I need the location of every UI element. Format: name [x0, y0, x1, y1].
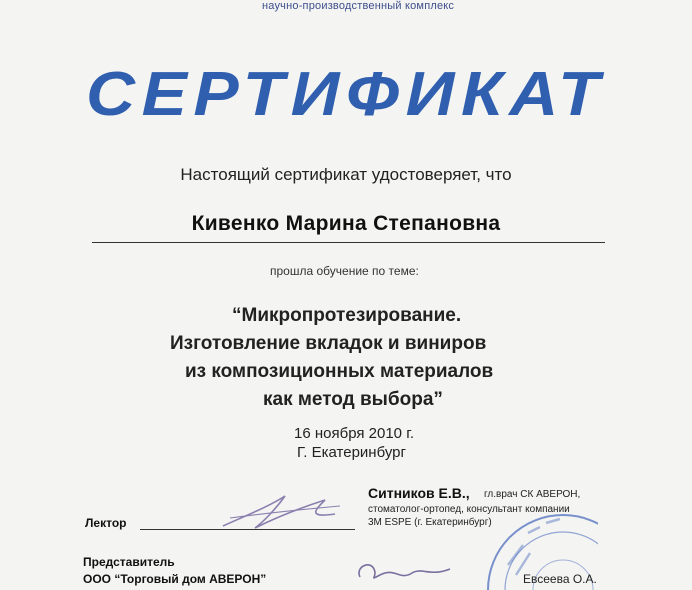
lecturer-signature: [215, 488, 345, 533]
recipient-name: Кивенко Марина Степановна: [191, 212, 501, 235]
representative-name: Евсеева О.А.: [523, 572, 597, 586]
representative-label: Представитель: [83, 555, 175, 569]
training-label: прошла обучение по теме:: [270, 264, 419, 278]
event-date: 16 ноября 2010 г.: [294, 425, 414, 442]
lecturer-company: 3М ESPE (г. Екатеринбург): [368, 517, 492, 528]
event-city: Г. Екатеринбург: [297, 444, 406, 461]
representative-signature: [350, 555, 460, 585]
lecturer-name: Ситников Е.В.,: [368, 485, 470, 501]
certificate-title-text: СЕРТИФИКАТ: [86, 60, 606, 129]
representative-company: ООО “Торговый дом АВЕРОН”: [83, 572, 267, 586]
topic-line: из композиционных материалов: [185, 361, 494, 382]
topic-line: “Микропротезирование.: [232, 305, 462, 326]
topic-line: Изготовление вкладок и виниров: [170, 333, 487, 354]
certificate-title: [0, 55, 692, 135]
lecturer-specialty: стоматолог-ортопед, консультант компании: [368, 504, 570, 515]
topic-line: как метод выбора”: [263, 389, 443, 410]
name-underline: [92, 242, 605, 243]
lecturer-label: Лектор: [85, 516, 127, 530]
company-subtitle: научно-производственный комплекс: [262, 0, 455, 12]
intro-text: Настоящий сертификат удостоверяет, что: [180, 165, 512, 184]
lecturer-position: гл.врач СК АВЕРОН,: [484, 489, 581, 500]
